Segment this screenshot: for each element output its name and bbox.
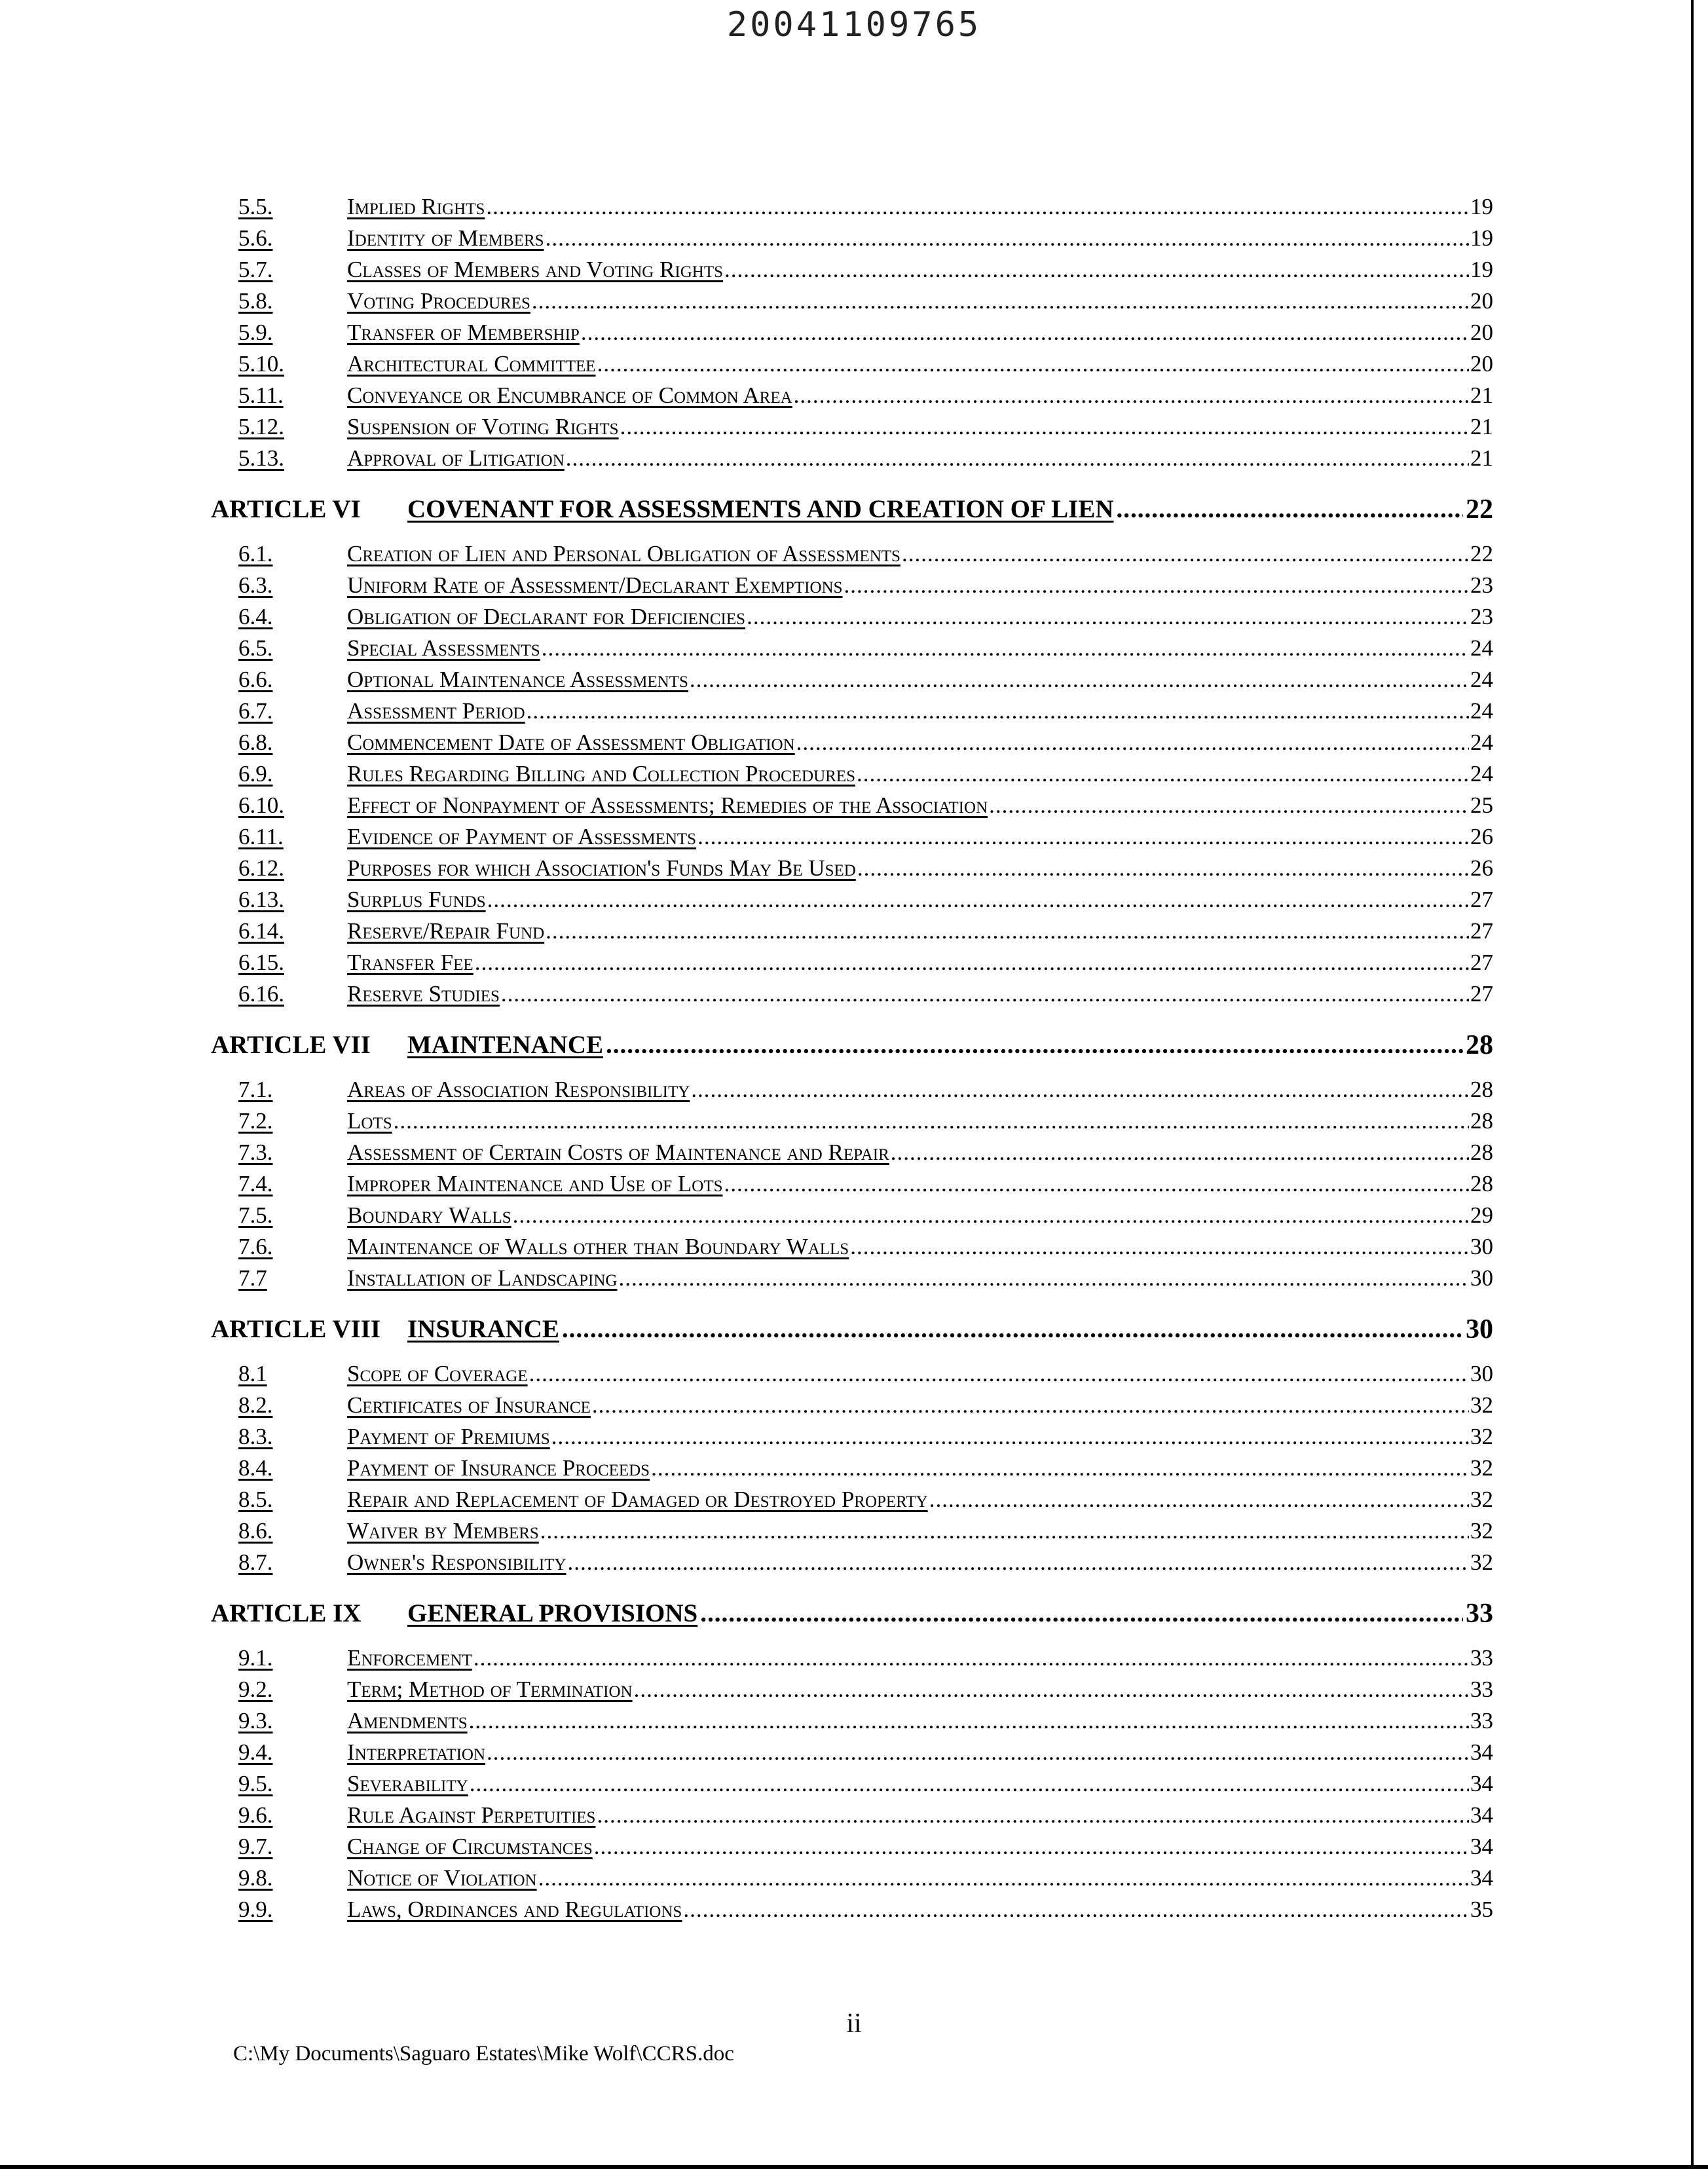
section-number: 7.5.: [238, 1202, 273, 1228]
section-number: 7.3.: [238, 1140, 273, 1165]
section-title: Severability: [347, 1771, 468, 1796]
toc-entry: [211, 1260, 1493, 1291]
section-page-number: 27: [1470, 918, 1493, 944]
dot-leader: [538, 1865, 1469, 1891]
article-number: ARTICLE VIII: [211, 1315, 381, 1343]
section-title: Rule Against Perpetuities: [347, 1802, 596, 1828]
section-number: 5.11.: [238, 382, 284, 408]
footer-page-number: ii: [846, 2009, 862, 2039]
section-title: Reserve/Repair Fund: [347, 918, 545, 944]
section-title: Surplus Funds: [347, 887, 486, 912]
toc-entry: [211, 599, 1493, 630]
section-title: Enforcement: [347, 1645, 472, 1671]
section-page-number: 32: [1470, 1455, 1493, 1481]
section-number: 6.7.: [238, 698, 273, 724]
section-title: Payment of Insurance Proceeds: [347, 1455, 650, 1481]
dot-leader: [475, 950, 1469, 976]
dot-leader: [562, 1315, 1463, 1344]
section-title: Areas of Association Responsibility: [347, 1077, 690, 1102]
toc-entry: [211, 1734, 1493, 1766]
dot-leader: [597, 1802, 1469, 1828]
section-page-number: 27: [1470, 950, 1493, 975]
toc-entry: [211, 976, 1493, 1007]
dot-leader: [606, 1031, 1463, 1060]
section-number: 5.13.: [238, 445, 284, 471]
dot-leader: [486, 194, 1469, 220]
section-page-number: 32: [1470, 1549, 1493, 1575]
section-page-number: 28: [1470, 1108, 1493, 1134]
section-page-number: 30: [1470, 1234, 1493, 1259]
section-title: Obligation of Declarant for Deficiencies: [347, 604, 746, 629]
section-page-number: 24: [1470, 761, 1493, 787]
toc-entry: [211, 1103, 1493, 1134]
toc-entry: [211, 1828, 1493, 1860]
toc-entry: [211, 819, 1493, 850]
dot-leader: [532, 288, 1469, 314]
section-title: Suspension of Voting Rights: [347, 414, 619, 439]
section-page-number: 28: [1470, 1140, 1493, 1165]
dot-leader: [540, 1518, 1469, 1544]
section-title: Notice of Violation: [347, 1865, 537, 1891]
dot-leader: [857, 761, 1469, 787]
section-number: 9.6.: [238, 1802, 273, 1828]
dot-leader: [597, 351, 1469, 377]
toc-entry: [211, 756, 1493, 787]
section-page-number: 33: [1470, 1677, 1493, 1702]
section-number: 5.7.: [238, 257, 273, 282]
section-title: Owner's Responsibility: [347, 1549, 566, 1575]
dot-leader: [551, 1424, 1469, 1450]
toc-entry: [211, 1071, 1493, 1103]
section-page-number: 34: [1470, 1802, 1493, 1828]
article-page-number: 22: [1466, 494, 1493, 525]
section-page-number: 32: [1470, 1392, 1493, 1418]
section-page-number: 30: [1470, 1361, 1493, 1386]
section-title: Effect of Nonpayment of Assessments; Remedies of the Association: [347, 792, 988, 818]
toc-entry: [211, 1513, 1493, 1544]
dot-leader: [724, 257, 1469, 283]
section-title: Reserve Studies: [347, 981, 500, 1007]
section-title: Special Assessments: [347, 635, 540, 661]
section-number: 6.5.: [238, 635, 273, 661]
toc-entry: [211, 314, 1493, 346]
section-title: Assessment Period: [347, 698, 525, 724]
dot-leader: [501, 981, 1469, 1007]
section-number: 9.1.: [238, 1645, 273, 1671]
section-number: 6.6.: [238, 667, 273, 692]
section-page-number: 23: [1470, 604, 1493, 629]
section-page-number: 20: [1470, 320, 1493, 345]
section-number: 8.3.: [238, 1424, 273, 1449]
section-title: Boundary Walls: [347, 1202, 511, 1228]
article-page-number: 28: [1466, 1030, 1493, 1060]
section-number: 6.9.: [238, 761, 273, 787]
toc-entry: [211, 1703, 1493, 1734]
toc-entry: [211, 251, 1493, 283]
section-title: Improper Maintenance and Use of Lots: [347, 1171, 723, 1196]
dot-leader: [566, 445, 1469, 472]
dot-leader: [891, 1140, 1469, 1166]
section-title: Implied Rights: [347, 194, 485, 219]
section-number: 7.2.: [238, 1108, 273, 1134]
section-number: 5.12.: [238, 414, 284, 439]
article-page-number: 30: [1466, 1314, 1493, 1344]
section-number: 6.10.: [238, 792, 284, 818]
section-title: Certificates of Insurance: [347, 1392, 591, 1418]
section-title: Lots: [347, 1108, 392, 1134]
article-number: ARTICLE VII: [211, 1031, 371, 1059]
toc-entry: [211, 1797, 1493, 1828]
toc-entry: [211, 1544, 1493, 1576]
dot-leader: [487, 1739, 1469, 1766]
dot-leader: [747, 604, 1469, 630]
section-title: Creation of Lien and Personal Obligation of Assessments: [347, 541, 900, 566]
dot-leader: [487, 887, 1469, 913]
section-page-number: 33: [1470, 1708, 1493, 1733]
toc-entry: [211, 881, 1493, 913]
section-page-number: 23: [1470, 572, 1493, 598]
section-number: 9.8.: [238, 1865, 273, 1891]
toc-entry: [211, 630, 1493, 661]
toc-entry: [211, 1891, 1493, 1923]
section-page-number: 29: [1470, 1202, 1493, 1228]
article-page-number: 33: [1466, 1599, 1493, 1629]
section-page-number: 34: [1470, 1739, 1493, 1765]
section-title: Identity of Members: [347, 225, 544, 251]
toc-entry: [211, 661, 1493, 693]
section-number: 5.5.: [238, 194, 273, 219]
section-number: 7.6.: [238, 1234, 273, 1259]
dot-leader: [513, 1202, 1469, 1229]
article-title: INSURANCE: [407, 1315, 559, 1343]
article-title: MAINTENANCE: [407, 1031, 604, 1059]
section-page-number: 28: [1470, 1171, 1493, 1196]
section-number: 6.16.: [238, 981, 284, 1007]
dot-leader: [989, 792, 1469, 819]
section-number: 8.2.: [238, 1392, 273, 1418]
dot-leader: [546, 225, 1469, 251]
toc-entry: [211, 1197, 1493, 1229]
section-page-number: 21: [1470, 445, 1493, 471]
section-number: 8.4.: [238, 1455, 273, 1481]
page-bottom-edge: [0, 2165, 1708, 2169]
section-title: Classes of Members and Voting Rights: [347, 257, 724, 282]
table-of-contents: [211, 189, 1493, 1923]
section-page-number: 25: [1470, 792, 1493, 818]
section-page-number: 33: [1470, 1645, 1493, 1671]
section-title: Rules Regarding Billing and Collection Procedures: [347, 761, 855, 787]
section-page-number: 32: [1470, 1424, 1493, 1449]
section-title: Maintenance of Walls other than Boundary Walls: [347, 1234, 849, 1259]
toc-entry: [211, 536, 1493, 567]
toc-entry: [211, 1640, 1493, 1671]
section-page-number: 20: [1470, 351, 1493, 377]
dot-leader: [697, 824, 1469, 850]
dot-leader: [690, 667, 1469, 693]
dot-leader: [929, 1487, 1469, 1513]
toc-entry: [211, 567, 1493, 599]
section-number: 6.4.: [238, 604, 273, 629]
section-title: Optional Maintenance Assessments: [347, 667, 688, 692]
section-number: 6.15.: [238, 950, 284, 975]
dot-leader: [844, 572, 1469, 599]
toc-article-heading: [211, 1291, 1493, 1344]
section-number: 6.12.: [238, 855, 284, 881]
section-number: 8.5.: [238, 1487, 273, 1512]
section-title: Transfer of Membership: [347, 320, 580, 345]
section-number: 9.5.: [238, 1771, 273, 1796]
toc-entry: [211, 1418, 1493, 1450]
dot-leader: [581, 320, 1469, 346]
toc-entry: [211, 377, 1493, 409]
section-title: Assessment of Certain Costs of Maintenance and Repair: [347, 1140, 889, 1165]
dot-leader: [651, 1455, 1469, 1481]
section-number: 6.1.: [238, 541, 273, 566]
toc-entry: [211, 1860, 1493, 1891]
section-title: Interpretation: [347, 1739, 486, 1765]
dot-leader: [568, 1549, 1469, 1576]
section-title: Voting Procedures: [347, 288, 530, 314]
section-page-number: 28: [1470, 1077, 1493, 1102]
section-title: Architectural Committee: [347, 351, 596, 377]
section-number: 8.7.: [238, 1549, 273, 1575]
section-title: Term; Method of Termination: [347, 1677, 633, 1702]
section-page-number: 34: [1470, 1834, 1493, 1859]
section-title: Approval of Litigation: [347, 445, 565, 471]
section-number: 5.10.: [238, 351, 284, 377]
article-number: ARTICLE VI: [211, 495, 361, 523]
toc-entry: [211, 787, 1493, 819]
section-number: 9.3.: [238, 1708, 273, 1733]
section-number: 5.8.: [238, 288, 273, 314]
toc-entry: [211, 724, 1493, 756]
section-title: Waiver by Members: [347, 1518, 539, 1544]
dot-leader: [857, 855, 1469, 881]
toc-entry: [211, 1356, 1493, 1387]
section-number: 6.3.: [238, 572, 273, 598]
section-number: 5.9.: [238, 320, 273, 345]
toc-article-heading: [211, 1007, 1493, 1060]
section-page-number: 24: [1470, 635, 1493, 661]
toc-entry: [211, 1229, 1493, 1260]
section-page-number: 34: [1470, 1865, 1493, 1891]
section-number: 6.11.: [238, 824, 284, 849]
section-number: 6.13.: [238, 887, 284, 912]
dot-leader: [546, 918, 1469, 944]
dot-leader: [469, 1708, 1469, 1734]
dot-leader: [620, 414, 1469, 440]
section-page-number: 21: [1470, 382, 1493, 408]
dot-leader: [796, 730, 1469, 756]
footer-file-path: C:\My Documents\Saguaro Estates\Mike Wolf\CCRS.doc: [233, 2042, 734, 2066]
dot-leader: [470, 1771, 1469, 1797]
toc-entry: [211, 189, 1493, 220]
section-title: Installation of Landscaping: [347, 1265, 618, 1291]
section-title: Conveyance or Encumbrance of Common Area: [347, 382, 792, 408]
article-title: COVENANT FOR ASSESSMENTS AND CREATION OF LIEN: [407, 495, 1114, 523]
section-page-number: 32: [1470, 1487, 1493, 1512]
toc-entry: [211, 1166, 1493, 1197]
section-page-number: 19: [1470, 194, 1493, 219]
section-page-number: 22: [1470, 541, 1493, 566]
dot-leader: [1117, 495, 1464, 524]
toc-entry: [211, 850, 1493, 881]
section-title: Repair and Replacement of Damaged or Destroyed Property: [347, 1487, 928, 1512]
toc-entry: [211, 1481, 1493, 1513]
toc-entry: [211, 913, 1493, 944]
section-title: Laws, Ordinances and Regulations: [347, 1897, 682, 1922]
toc-entry: [211, 1671, 1493, 1703]
section-page-number: 24: [1470, 698, 1493, 724]
section-title: Transfer Fee: [347, 950, 473, 975]
dot-leader: [691, 1077, 1469, 1103]
toc-article-heading: [211, 1576, 1493, 1628]
toc-entry: [211, 1387, 1493, 1418]
toc-entry: [211, 1450, 1493, 1481]
section-page-number: 27: [1470, 887, 1493, 912]
section-title: Payment of Premiums: [347, 1424, 550, 1449]
section-title: Change of Circumstances: [347, 1834, 593, 1859]
dot-leader: [527, 698, 1469, 724]
dot-leader: [529, 1361, 1469, 1387]
section-number: 7.7: [238, 1265, 267, 1291]
dot-leader: [724, 1171, 1469, 1197]
dot-leader: [683, 1897, 1469, 1923]
article-number: ARTICLE IX: [211, 1599, 362, 1627]
section-number: 9.7.: [238, 1834, 273, 1859]
section-page-number: 21: [1470, 414, 1493, 439]
section-number: 7.1.: [238, 1077, 273, 1102]
dot-leader: [592, 1392, 1469, 1418]
dot-leader: [394, 1108, 1469, 1134]
section-page-number: 35: [1470, 1897, 1493, 1922]
section-title: Amendments: [347, 1708, 468, 1733]
toc-entry: [211, 693, 1493, 724]
section-page-number: 32: [1470, 1518, 1493, 1544]
section-number: 6.8.: [238, 730, 273, 755]
toc-entry: [211, 944, 1493, 976]
section-page-number: 19: [1470, 225, 1493, 251]
dot-leader: [542, 635, 1469, 661]
section-page-number: 24: [1470, 667, 1493, 692]
document-number: 20041109765: [726, 5, 982, 45]
dot-leader: [850, 1234, 1469, 1260]
toc-entry: [211, 346, 1493, 377]
page-right-edge: [1691, 0, 1694, 2169]
toc-entry: [211, 1766, 1493, 1797]
dot-leader: [594, 1834, 1469, 1860]
toc-article-heading: [211, 472, 1493, 524]
section-title: Purposes for which Association's Funds May Be Used: [347, 855, 856, 881]
toc-entry: [211, 409, 1493, 440]
section-page-number: 27: [1470, 981, 1493, 1007]
article-title: GENERAL PROVISIONS: [407, 1599, 698, 1627]
section-number: 5.6.: [238, 225, 273, 251]
section-number: 9.4.: [238, 1739, 273, 1765]
dot-leader: [473, 1645, 1469, 1671]
dot-leader: [700, 1599, 1463, 1628]
toc-entry: [211, 440, 1493, 472]
dot-leader: [634, 1677, 1469, 1703]
section-title: Scope of Coverage: [347, 1361, 528, 1386]
section-page-number: 24: [1470, 730, 1493, 755]
toc-entry: [211, 283, 1493, 314]
dot-leader: [902, 541, 1469, 567]
section-number: 6.14.: [238, 918, 284, 944]
section-number: 8.1: [238, 1361, 267, 1386]
section-number: 9.2.: [238, 1677, 273, 1702]
section-title: Uniform Rate of Assessment/Declarant Exemptions: [347, 572, 843, 598]
section-page-number: 26: [1470, 824, 1493, 849]
dot-leader: [794, 382, 1469, 409]
section-page-number: 30: [1470, 1265, 1493, 1291]
section-number: 7.4.: [238, 1171, 273, 1196]
section-page-number: 34: [1470, 1771, 1493, 1796]
section-number: 8.6.: [238, 1518, 273, 1544]
section-page-number: 26: [1470, 855, 1493, 881]
section-page-number: 20: [1470, 288, 1493, 314]
section-number: 9.9.: [238, 1897, 273, 1922]
section-title: Commencement Date of Assessment Obligation: [347, 730, 795, 755]
toc-entry: [211, 1134, 1493, 1166]
section-page-number: 19: [1470, 257, 1493, 282]
dot-leader: [618, 1265, 1469, 1291]
toc-entry: [211, 220, 1493, 251]
section-title: Evidence of Payment of Assessments: [347, 824, 697, 849]
